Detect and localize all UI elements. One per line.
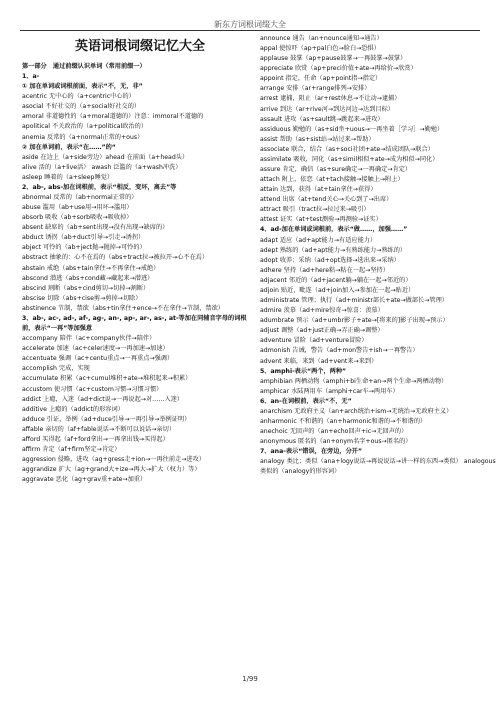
text-line: 1、a- — [22, 73, 40, 81]
text-line: assiduous 勤勉的（as+sid坐+uous→一再坐着［学习］→勤勉） — [260, 125, 444, 133]
text-line: administrate 管理；执行（ad+ministr部长+ate→做部长→管理） — [260, 297, 448, 305]
text-line: announce 通告（an+nounce通知→通告） — [260, 35, 383, 42]
page-header — [0, 0, 500, 30]
text-line: appal 使惊吓（ap+pal白色→脸白→恐惧） — [260, 45, 380, 53]
text-line: adjacent 邻近的（ad+jacent躺→躺在一起→邻近的） — [260, 276, 412, 284]
text-line: ② 加在单词前，表示“在……”的“ — [22, 143, 116, 151]
text-line: aside 在边上（a+side旁边）ahead 在前面（a+head头） — [22, 153, 189, 161]
text-line: asleep 睡着的（a+sleep睡觉） — [22, 173, 114, 181]
text-line: anonymous 匿名的（an+onym名字+ous→匿名的） — [260, 438, 412, 446]
text-line: accompany 陪伴（ac+company伙伴→陪伴） — [22, 335, 156, 343]
text-line: appoint 指定，任命（ap+point指→指定） — [260, 75, 382, 83]
text-line: attach 附上，依恋（at+tach接触→接触上→附上） — [260, 176, 404, 184]
text-line: accomplish 完成，实现 — [22, 365, 90, 373]
text-line: attract 吸引（tract拉→拉过来→吸引） — [260, 206, 370, 214]
text-line: asocial 不好社交的（a+social好社交的） — [22, 103, 141, 111]
text-line: adventure 冒险（ad+venture冒险） — [260, 337, 368, 345]
text-line: analogy 类比；类似（ana+logy说话→再说说话→讲一样的东西→类似） analogous类似的（analogy的形容词） — [260, 458, 496, 476]
page-number: 1/99 — [242, 675, 258, 683]
text-line: aggravate 恶化（ag+grav重+ate→加重） — [22, 476, 147, 484]
text-line: amphicar 水陆两用车（amphi+car车→两用车） — [260, 387, 399, 395]
text-line: abuse 滥用（ab+use用→用坏→滥用） — [22, 204, 133, 212]
text-line: addict 上瘾，入迷（ad+dict说→一再说起→对……入迷） — [22, 395, 184, 403]
text-line: anharmonic 不和谐的（an+harmonic和谐的→不和谐的） — [260, 417, 427, 425]
left-column — [22, 34, 258, 485]
text-line: assault 进攻（as+sault跳→跳起来→进攻） — [260, 115, 384, 123]
text-line: assure 肯定，确信（as+sure确定→一再确定→肯定） — [260, 166, 412, 174]
text-line: arrange 安排（ar+range排列→安排） — [260, 85, 371, 93]
text-line: adduce 引证，举例（ad+duce引导→一再引导→举例证明） — [22, 415, 191, 423]
right-column — [260, 34, 496, 477]
text-line: abstain 戒绝（abs+tain拿住→不再拿住→戒绝） — [22, 264, 160, 272]
text-line: accentuate 强调（ac+centu重点→一再重点→强调） — [22, 355, 174, 363]
text-line: abscind 割断（abs+cind剪切→切掉→割断） — [22, 284, 150, 292]
text-line: aggression 侵略，进攻（ag+gress走+ion→一再往前走→进攻） — [22, 456, 205, 464]
text-line: acentric 无中心的（a+centric中心的） — [22, 93, 135, 101]
text-line: adumbrate 预示（ad+umbr影子+ate→[将来的]影子出现→预示） — [260, 317, 449, 325]
text-line: 3、ab-, ac-, ad-, af-, ag-, an-, ap-, ar-, as-, at-等加在同辅音字母的词根前，表示“一再”等加强意 — [22, 314, 247, 333]
text-line: aggrandize 扩大（ag+grand大+ize→再大→扩大（权力）等） — [22, 466, 201, 474]
text-line: accustom 使习惯（ac+custom习惯→习惯习惯） — [22, 385, 163, 393]
text-line: arrive 到达（ar+rive河→到达河边→达到目标） — [260, 105, 394, 113]
text-line: amoral 非道德性的（a+moral道德的）注意：immoral不道德的 — [22, 113, 204, 121]
text-line: ① 加在单词或词根前面，表示“不，无，非” — [22, 83, 143, 91]
text-line: alive 活的（a+live活） awash 泛滥的（a+wash冲洗） — [22, 163, 182, 171]
text-line: abnormal 反常的（ab+normal正常的） — [22, 194, 138, 202]
text-line: 7、ana-表示“错误，在旁边，分开” — [260, 448, 363, 456]
text-line: 5、amphi-表示“两个，两种” — [260, 367, 347, 375]
text-line: advent 来临，来到（ad+vent来→来到） — [260, 357, 378, 365]
text-line: anemia 反常的（a+normal正常的+ous） — [22, 133, 144, 141]
text-line: accelerate 加速（ac+celer速度→一再加速→加速） — [22, 345, 169, 353]
text-line: abject 可怜的（ab+ject抛→抛掉→可怜的） — [22, 244, 146, 252]
text-line: abscise 切除（abs+cise剪→剪掉→切除） — [22, 294, 142, 302]
text-line: abstinence 节制，禁欲（abs+tin拿住+ence→不在拿住→节制，禁欲） — [22, 304, 224, 312]
text-line: additive 上瘾的（addict的形容词） — [22, 405, 124, 413]
text-line: affable 亲切的（af+fable说话→不断可以说话→亲切） — [22, 425, 176, 433]
text-line: adjust 调整（ad+just正确→弄正确→调整） — [260, 327, 384, 335]
text-line: 第一部分 通过前缀认识单词（常用前缀一） — [22, 63, 146, 70]
text-line: abstract 抽象的：心不在焉的（abs+tract拉→被拉开→心不在焉） — [22, 254, 209, 262]
text-line: attest 证实（at+test测验→再测验→证实） — [260, 216, 382, 224]
text-line: abduct 诱拐（ab+duct引导→引走→诱拐） — [22, 234, 145, 242]
text-line: anarchism 无政府主义（an+arch统治+ism→无统治→无政府主义） — [260, 407, 453, 415]
text-line: affirm 肯定（af+firm坚定→肯定） — [22, 445, 121, 453]
text-line: applause 鼓掌（ap+pause鼓掌→一再鼓掌→鼓掌） — [260, 55, 407, 63]
text-line: 6、an-在词根前，表示“不，无” — [260, 397, 352, 405]
text-line: adhere 坚持（ad+here粘→粘在一起→坚持） — [260, 266, 389, 274]
text-line: assist 帮助（as+sist站→站过来→帮助） — [260, 135, 375, 143]
text-line: assimilate 吸收，同化（as+simil相似+ate→成为相似→同化） — [260, 155, 439, 163]
text-line: abscond 潜逃（abs+cond藏→藏起来→潜逃） — [22, 274, 154, 282]
text-line: adjoin 贴近，毗连（ad+join加入→参加在一起→贴近） — [260, 286, 415, 294]
text-line: admonish 告诫，警告（ad+mon警告+ish→一再警告） — [260, 347, 419, 355]
text-line: accumulate 积累（ac+cumul堆积+ate→堆积起来→积累） — [22, 375, 192, 383]
text-line: adopt 收养；采纳（ad+opt选择→选出来→采纳） — [260, 256, 400, 264]
text-line: 2、ab-, abs-加在词根前，表示“相反，变坏，离去”等 — [22, 183, 177, 191]
text-line: afford 买得起（af+ford拿出→一再拿出钱→买得起） — [22, 435, 169, 443]
document-title: 英语词根词缀记忆大全 — [74, 39, 205, 54]
header-rule — [20, 30, 480, 31]
text-line: arrest 逮捕，阻止（ar+rest休息→不让动→逮捕） — [260, 95, 401, 103]
header-title: 新东方词根词缀大全 — [214, 20, 286, 29]
text-line: apolitical 不关政治的（a+political政治的） — [22, 123, 148, 131]
text-line: attend 出席（at+tend关心→关心到了→出席） — [260, 196, 393, 204]
text-line: adapt 适应（ad+apt能力→有适应能力） — [260, 236, 377, 244]
text-line: absorb 吸收（ab+sorb吸收→吸收掉） — [22, 214, 133, 222]
text-line: associate 联合，结合（as+soci社团+ate→结成团队→联合） — [260, 145, 434, 153]
text-line: anechoic 无回声的（an+echo回声+ic→无回声的） — [260, 428, 408, 436]
text-line: attain 达到，获得（at+tain拿住→获得） — [260, 186, 377, 194]
text-line: 4、ad-加在单词或词根前，表示“做……，加强……” — [260, 226, 408, 234]
text-line: appreciate 欣赏（ap+preci价值+ate→再给价→欣赏） — [260, 65, 417, 73]
text-line: admire 羡慕（ad+mire惊奇→惊喜：羡慕） — [260, 307, 384, 315]
text-line: adept 熟练的（ad+apt能力→有熟练能力→熟练的） — [260, 246, 407, 254]
text-line: amphibian 两栖动物（amphi+bi生命+an→两个生命→两栖动物） — [260, 377, 448, 385]
text-line: absent 缺席的（ab+sent出现→没有出现→缺席的） — [22, 224, 169, 232]
